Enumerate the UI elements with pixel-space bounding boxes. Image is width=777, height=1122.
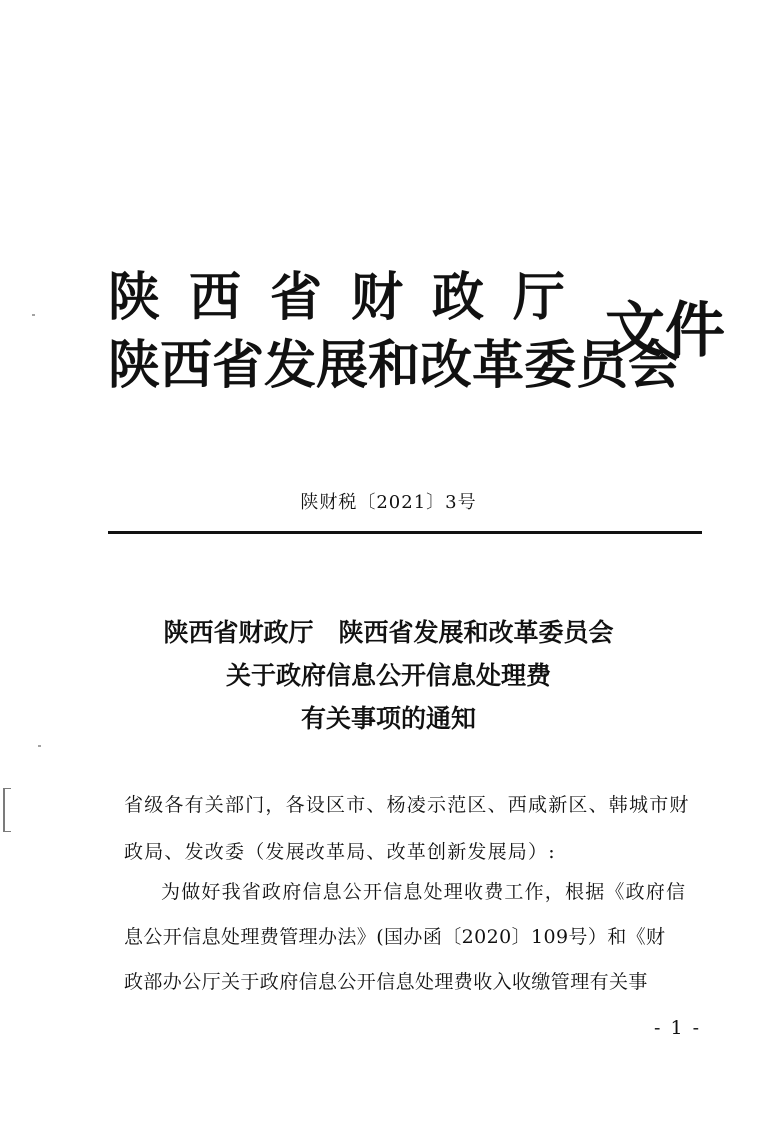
body-paragraph-line-2: 息公开信息处理费管理办法》(国办函〔2020〕109号）和《财	[124, 926, 666, 948]
scan-binding-mark	[3, 788, 11, 832]
notice-title-line-3: 有关事项的通知	[300, 704, 476, 733]
addressee-line-1: 省级各有关部门，各设区市、杨凌示范区、西咸新区、韩城市财	[124, 794, 690, 816]
document-number: 陕财税〔2021〕3号	[300, 492, 477, 513]
body-paragraph-line-1: 为做好我省政府信息公开信息处理收费工作，根据《政府信	[161, 881, 687, 903]
page-number: - 1 -	[654, 1017, 702, 1039]
notice-title-line-1: 陕西省财政厅 陕西省发展和改革委员会	[163, 618, 614, 647]
addressee-line-2: 政局、发改委（发展改革局、改革创新发展局）:	[124, 841, 556, 863]
letterhead-document-suffix: 文件	[605, 296, 725, 366]
issuer-development-reform-commission: 陕西省发展和改革委员会	[108, 335, 681, 396]
letterhead-divider	[108, 531, 702, 534]
notice-title-line-2: 关于政府信息公开信息处理费	[225, 661, 551, 690]
issuer-finance-department: 陕西省财政厅	[108, 267, 595, 328]
scan-speck	[38, 745, 41, 747]
body-paragraph-line-3: 政部办公厅关于政府信息公开信息处理费收入收缴管理有关事	[124, 971, 648, 993]
scan-speck	[32, 314, 35, 316]
